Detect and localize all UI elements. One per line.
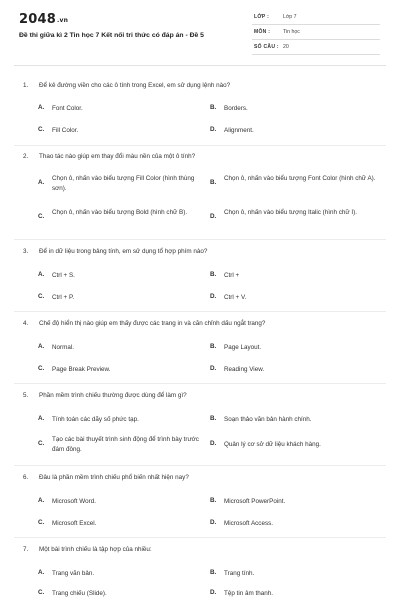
question-number: 4. (23, 320, 29, 327)
option-letter: D. (210, 213, 217, 220)
question-stem: Một bài trình chiếu là tập hợp của nhiều: (39, 546, 152, 553)
option-letter: C. (38, 126, 45, 133)
option-letter: B. (210, 271, 217, 278)
option-letter: B. (210, 415, 217, 422)
option-letter: C. (38, 519, 45, 526)
question-stem: Chế độ hiển thị nào giúp em thấy được các trang in và căn chỉnh dấu ngắt trang? (39, 320, 266, 327)
option-letter: B. (210, 343, 217, 350)
option-text: Trang tính. (224, 570, 255, 577)
option-letter: A. (38, 104, 45, 111)
option-letter: C. (38, 213, 45, 220)
exam-meta-table (252, 10, 380, 55)
question-stem: Để in dữ liệu trong bảng tính, em sử dụng tổ hợp phím nào? (39, 248, 208, 255)
question-text (23, 153, 195, 160)
option-text: Trang chiếu (Slide). (52, 590, 107, 597)
option-letter: B. (210, 497, 217, 504)
option-letter: D. (210, 365, 217, 372)
option-text: Microsoft Access. (224, 520, 273, 527)
site-logo[interactable] (19, 12, 68, 27)
option-text: Soạn thảo văn bản hành chính. (224, 416, 312, 423)
question-number: 2. (23, 153, 29, 160)
question-text (23, 546, 152, 553)
option-text: Tạo các bài thuyết trình sinh động để trình bày trước đám đông. (52, 436, 199, 453)
meta-label: SỐ CÂU : (254, 44, 279, 50)
option-text: Ctrl + V. (224, 294, 247, 301)
option-letter: A. (38, 271, 45, 278)
option-letter: D. (210, 293, 217, 300)
option-letter: D. (210, 519, 217, 526)
question-number: 3. (23, 248, 29, 255)
question-text (23, 320, 265, 327)
question-stem: Đâu là phần mềm trình chiếu phổ biến nhất hiện nay? (39, 474, 189, 481)
question-text (23, 248, 207, 255)
meta-row-question-count (252, 40, 380, 55)
meta-label: MÔN : (254, 29, 271, 35)
option-text: Trang văn bản. (52, 570, 95, 577)
option-letter: C. (38, 440, 45, 447)
option-letter: A. (38, 497, 45, 504)
logo-tld: .vn (56, 17, 69, 24)
option-letter: D. (210, 589, 217, 596)
question-text (23, 82, 230, 89)
question-divider (14, 239, 386, 240)
option-letter: A. (38, 569, 45, 576)
option-letter: B. (210, 179, 217, 186)
question-number: 6. (23, 474, 29, 481)
option-text: Page Break Preview. (52, 366, 111, 373)
question-number: 7. (23, 546, 29, 553)
option-letter: D. (210, 126, 217, 133)
question-number: 1. (23, 82, 29, 89)
document-title: Đề thi giữa kì 2 Tin học 7 Kết nối tri thức có đáp án - Đề 5 (19, 32, 204, 39)
meta-row-subject (252, 25, 380, 40)
option-text: Font Color. (52, 105, 83, 112)
option-letter: A. (38, 415, 45, 422)
meta-value: 20 (283, 44, 289, 50)
option-text: Quản lý cơ sở dữ liệu khách hàng. (224, 441, 321, 448)
meta-row-grade (252, 10, 380, 25)
option-letter: C. (38, 365, 45, 372)
option-text: Chọn ô, nhấn vào biểu tượng Fill Color (hình thùng sơn). (52, 175, 195, 192)
option-text: Ctrl + S. (52, 272, 75, 279)
logo-text: 2048 (19, 12, 56, 27)
option-text: Alignment. (224, 127, 254, 134)
option-text: Microsoft PowerPoint. (224, 498, 286, 505)
page-header (0, 0, 400, 64)
meta-value: Tin học (283, 29, 300, 35)
option-text: Page Layout. (224, 344, 262, 351)
question-divider (14, 383, 386, 384)
option-letter: C. (38, 293, 45, 300)
option-text: Fill Color. (52, 127, 79, 134)
question-text (23, 392, 187, 399)
question-text (23, 474, 189, 481)
question-divider (14, 145, 386, 146)
option-text: Microsoft Excel. (52, 520, 97, 527)
option-text: Tệp tin âm thanh. (224, 590, 274, 597)
option-letter: B. (210, 104, 217, 111)
option-text: Chọn ô, nhấn vào biểu tượng Italic (hình chữ I). (224, 209, 357, 216)
option-text: Reading View. (224, 366, 265, 373)
question-stem: Để kẻ đường viền cho các ô tính trong Excel, em sử dụng lệnh nào? (39, 82, 231, 89)
question-number: 5. (23, 392, 29, 399)
option-text: Normal. (52, 344, 75, 351)
header-divider (14, 65, 386, 66)
option-text: Chọn ô, nhấn vào biểu tượng Font Color (hình chữ A). (224, 175, 376, 182)
option-letter: A. (38, 343, 45, 350)
question-stem: Thao tác nào giúp em thay đổi màu nền của một ô tính? (39, 153, 196, 160)
question-stem: Phần mềm trình chiếu thường được dùng để làm gì? (39, 392, 187, 399)
option-text: Microsoft Word. (52, 498, 96, 505)
question-divider (14, 311, 386, 312)
option-text: Ctrl + (224, 272, 240, 279)
question-divider (14, 465, 386, 466)
option-letter: B. (210, 569, 217, 576)
question-divider (14, 537, 386, 538)
option-text: Chọn ô, nhấn vào biểu tượng Bold (hình chữ B). (52, 209, 188, 216)
option-text: Borders. (224, 105, 248, 112)
option-text: Tính toán các dãy số phức tạp. (52, 416, 139, 423)
option-letter: C. (38, 589, 45, 596)
option-letter: D. (210, 440, 217, 447)
meta-label: LỚP : (254, 14, 270, 20)
option-text: Ctrl + P. (52, 294, 75, 301)
option-letter: A. (38, 179, 45, 186)
meta-value: Lớp 7 (283, 14, 297, 20)
